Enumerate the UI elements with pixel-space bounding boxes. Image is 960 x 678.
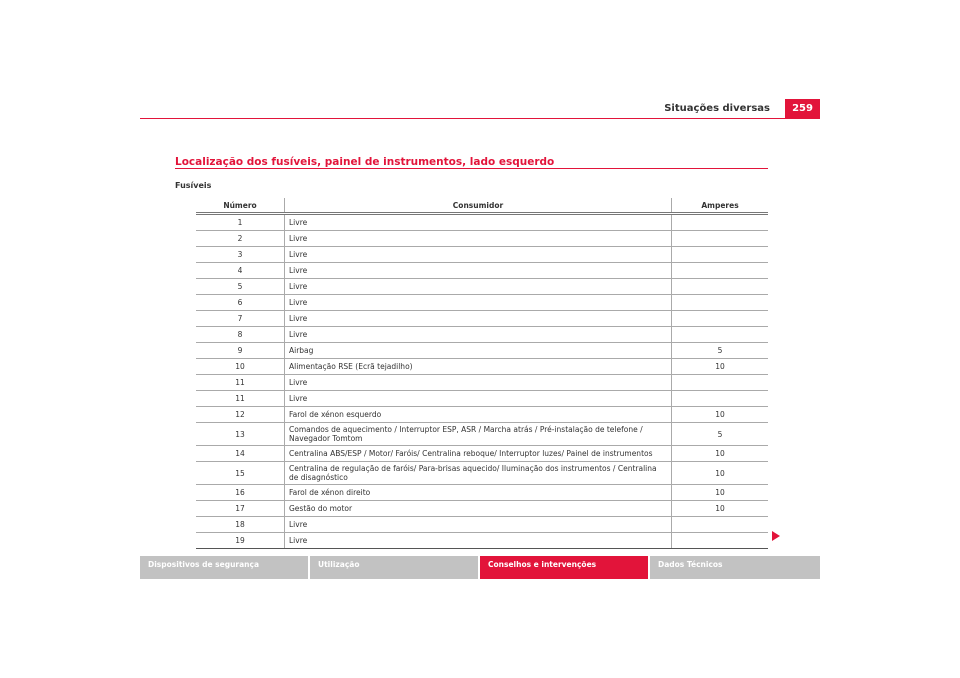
cell-number: 3 [196, 247, 285, 263]
table-row [196, 311, 768, 327]
table-header-row [196, 198, 768, 214]
table-row [196, 279, 768, 295]
table-row [196, 247, 768, 263]
cell-consumer: Farol de xénon direito [285, 485, 672, 501]
cell-consumer: Livre [285, 375, 672, 391]
cell-number: 12 [196, 407, 285, 423]
cell-number: 8 [196, 327, 285, 343]
cell-amperes [672, 391, 769, 407]
table-row [196, 343, 768, 359]
cell-number: 4 [196, 263, 285, 279]
title-divider [175, 168, 768, 169]
subtitle: Fusíveis [175, 181, 212, 190]
cell-consumer: Centralina ABS/ESP / Motor/ Faróis/ Centralina reboque/ Interruptor luzes/ Painel de instrumentos [285, 446, 672, 462]
table-row [196, 407, 768, 423]
cell-number: 10 [196, 359, 285, 375]
table-row [196, 533, 768, 549]
cell-amperes [672, 247, 769, 263]
cell-amperes: 5 [672, 343, 769, 359]
cell-number: 1 [196, 214, 285, 231]
cell-number: 13 [196, 423, 285, 446]
cell-consumer: Comandos de aquecimento / Interruptor ESP, ASR / Marcha atrás / Pré-instalação de telefone / Navegador Tomtom [285, 423, 672, 446]
cell-amperes: 10 [672, 407, 769, 423]
table-row [196, 446, 768, 462]
cell-amperes [672, 517, 769, 533]
cell-consumer: Livre [285, 517, 672, 533]
cell-amperes [672, 263, 769, 279]
cell-amperes: 10 [672, 501, 769, 517]
table-row [196, 375, 768, 391]
cell-amperes: 5 [672, 423, 769, 446]
footer-tab-advice[interactable]: Conselhos e intervenções [480, 556, 648, 579]
cell-consumer: Gestão do motor [285, 501, 672, 517]
cell-consumer: Livre [285, 247, 672, 263]
footer-tab-technical[interactable]: Dados Técnicos [650, 556, 820, 579]
cell-number: 16 [196, 485, 285, 501]
cell-number: 6 [196, 295, 285, 311]
cell-number: 18 [196, 517, 285, 533]
cell-consumer: Livre [285, 231, 672, 247]
footer-tab-usage[interactable]: Utilização [310, 556, 478, 579]
cell-number: 5 [196, 279, 285, 295]
cell-amperes [672, 231, 769, 247]
cell-amperes: 10 [672, 485, 769, 501]
cell-amperes: 10 [672, 359, 769, 375]
fuse-table [196, 198, 768, 549]
cell-number: 2 [196, 231, 285, 247]
cell-amperes [672, 214, 769, 231]
cell-consumer: Livre [285, 279, 672, 295]
cell-amperes [672, 295, 769, 311]
table-row [196, 485, 768, 501]
cell-amperes [672, 327, 769, 343]
cell-consumer: Livre [285, 295, 672, 311]
column-header-amperes: Amperes [672, 198, 769, 214]
cell-consumer: Centralina de regulação de faróis/ Para-brisas aquecido/ Iluminação dos instrumentos / Centralina de disagnóstico [285, 462, 672, 485]
cell-consumer: Livre [285, 263, 672, 279]
cell-amperes [672, 311, 769, 327]
cell-number: 19 [196, 533, 285, 549]
cell-number: 14 [196, 446, 285, 462]
cell-number: 11 [196, 391, 285, 407]
footer-tab-safety[interactable]: Dispositivos de segurança [140, 556, 308, 579]
table-row [196, 327, 768, 343]
cell-consumer: Livre [285, 214, 672, 231]
table-row [196, 501, 768, 517]
page-number-badge: 259 [785, 99, 820, 118]
cell-consumer: Livre [285, 311, 672, 327]
column-header-consumer: Consumidor [285, 198, 672, 214]
cell-consumer: Farol de xénon esquerdo [285, 407, 672, 423]
cell-number: 7 [196, 311, 285, 327]
cell-number: 17 [196, 501, 285, 517]
column-header-number: Número [196, 198, 285, 214]
section-name: Situações diversas [664, 103, 770, 114]
table-row [196, 214, 768, 231]
cell-number: 15 [196, 462, 285, 485]
table-row [196, 462, 768, 485]
cell-consumer: Livre [285, 391, 672, 407]
cell-number: 9 [196, 343, 285, 359]
cell-consumer: Alimentação RSE (Ecrã tejadilho) [285, 359, 672, 375]
header-divider [140, 118, 820, 119]
table-row [196, 231, 768, 247]
cell-amperes [672, 375, 769, 391]
cell-amperes [672, 279, 769, 295]
table-row [196, 423, 768, 446]
cell-amperes: 10 [672, 446, 769, 462]
cell-amperes [672, 533, 769, 549]
table-row [196, 391, 768, 407]
table-row [196, 295, 768, 311]
page-title: Localização dos fusíveis, painel de instrumentos, lado esquerdo [175, 156, 555, 168]
table-row [196, 359, 768, 375]
cell-consumer: Livre [285, 327, 672, 343]
cell-amperes: 10 [672, 462, 769, 485]
table-row [196, 263, 768, 279]
cell-consumer: Airbag [285, 343, 672, 359]
next-page-arrow-icon[interactable] [772, 531, 780, 541]
table-row [196, 517, 768, 533]
cell-number: 11 [196, 375, 285, 391]
cell-consumer: Livre [285, 533, 672, 549]
